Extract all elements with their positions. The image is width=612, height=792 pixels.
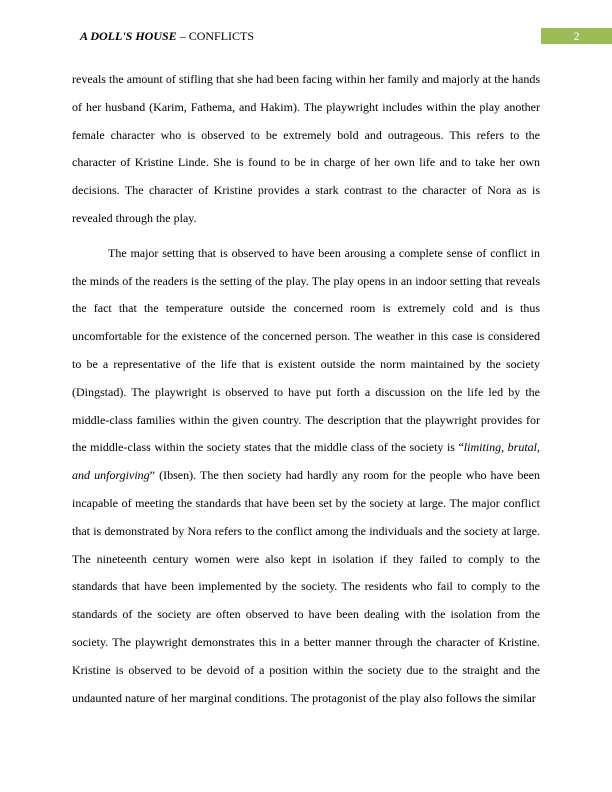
page-header <box>0 28 612 44</box>
paragraph-2-text-before-quote: The major setting that is observed to have been arousing a complete sense of conflict in the minds of the readers is the setting of the play. The play opens in an indoor setting that reveals the fact that the temperature outside the concerned room is extremely cold and is thus uncomfortable for the existence of the concerned person. The weather in this case is considered to be a representative of the life that is existent outside the norm maintained by the society (Dingstad). The playwright is observed to have put forth a discussion on the life led by the middle-class families within the given country. The description that the playwright provides for the middle-class within the society states that the middle class of the society is “ <box>72 245 540 455</box>
body-text <box>72 66 540 712</box>
paragraph-1: reveals the amount of stifling that she had been facing within her family and majorly at the hands of her husband (Karim, Fathema, and Hakim). The playwright includes within the play another female character who is observed to be extremely bold and outrageous. This refers to the character of Kristine Linde. She is found to be in charge of her own life and to take her own decisions. The character of Kristine provides a stark contrast to the character of Nora as is revealed through the play. <box>72 72 540 225</box>
paragraph-2-text-after-quote: ” (Ibsen). The then society had hardly any room for the people who have been incapable of meeting the standards that have been set by the society at large. The major conflict that is demonstrated by Nora refers to the conflict among the individuals and the society at large. The nineteenth century women were also kept in isolation if they failed to comply to the standards that have been implemented by the society. The residents who fail to comply to the standards of the society are often observed to have been dealing with the isolation from the society. The playwright demonstrates this in a better manner through the character of Kristine. Kristine is observed to be devoid of a position within the society due to the straight and the undaunted nature of her marginal conditions. The protagonist of the play also follows the similar <box>72 468 540 705</box>
paragraph-2-quote: limiting, brutal, and unforgiving <box>72 440 540 483</box>
running-head-play-title: A DOLL'S HOUSE <box>80 29 177 43</box>
page-number: 2 <box>573 29 580 43</box>
paragraph-2 <box>72 240 540 713</box>
page-number-box <box>541 28 612 44</box>
running-head-subtitle: – CONFLICTS <box>176 29 255 43</box>
running-head <box>80 29 254 43</box>
